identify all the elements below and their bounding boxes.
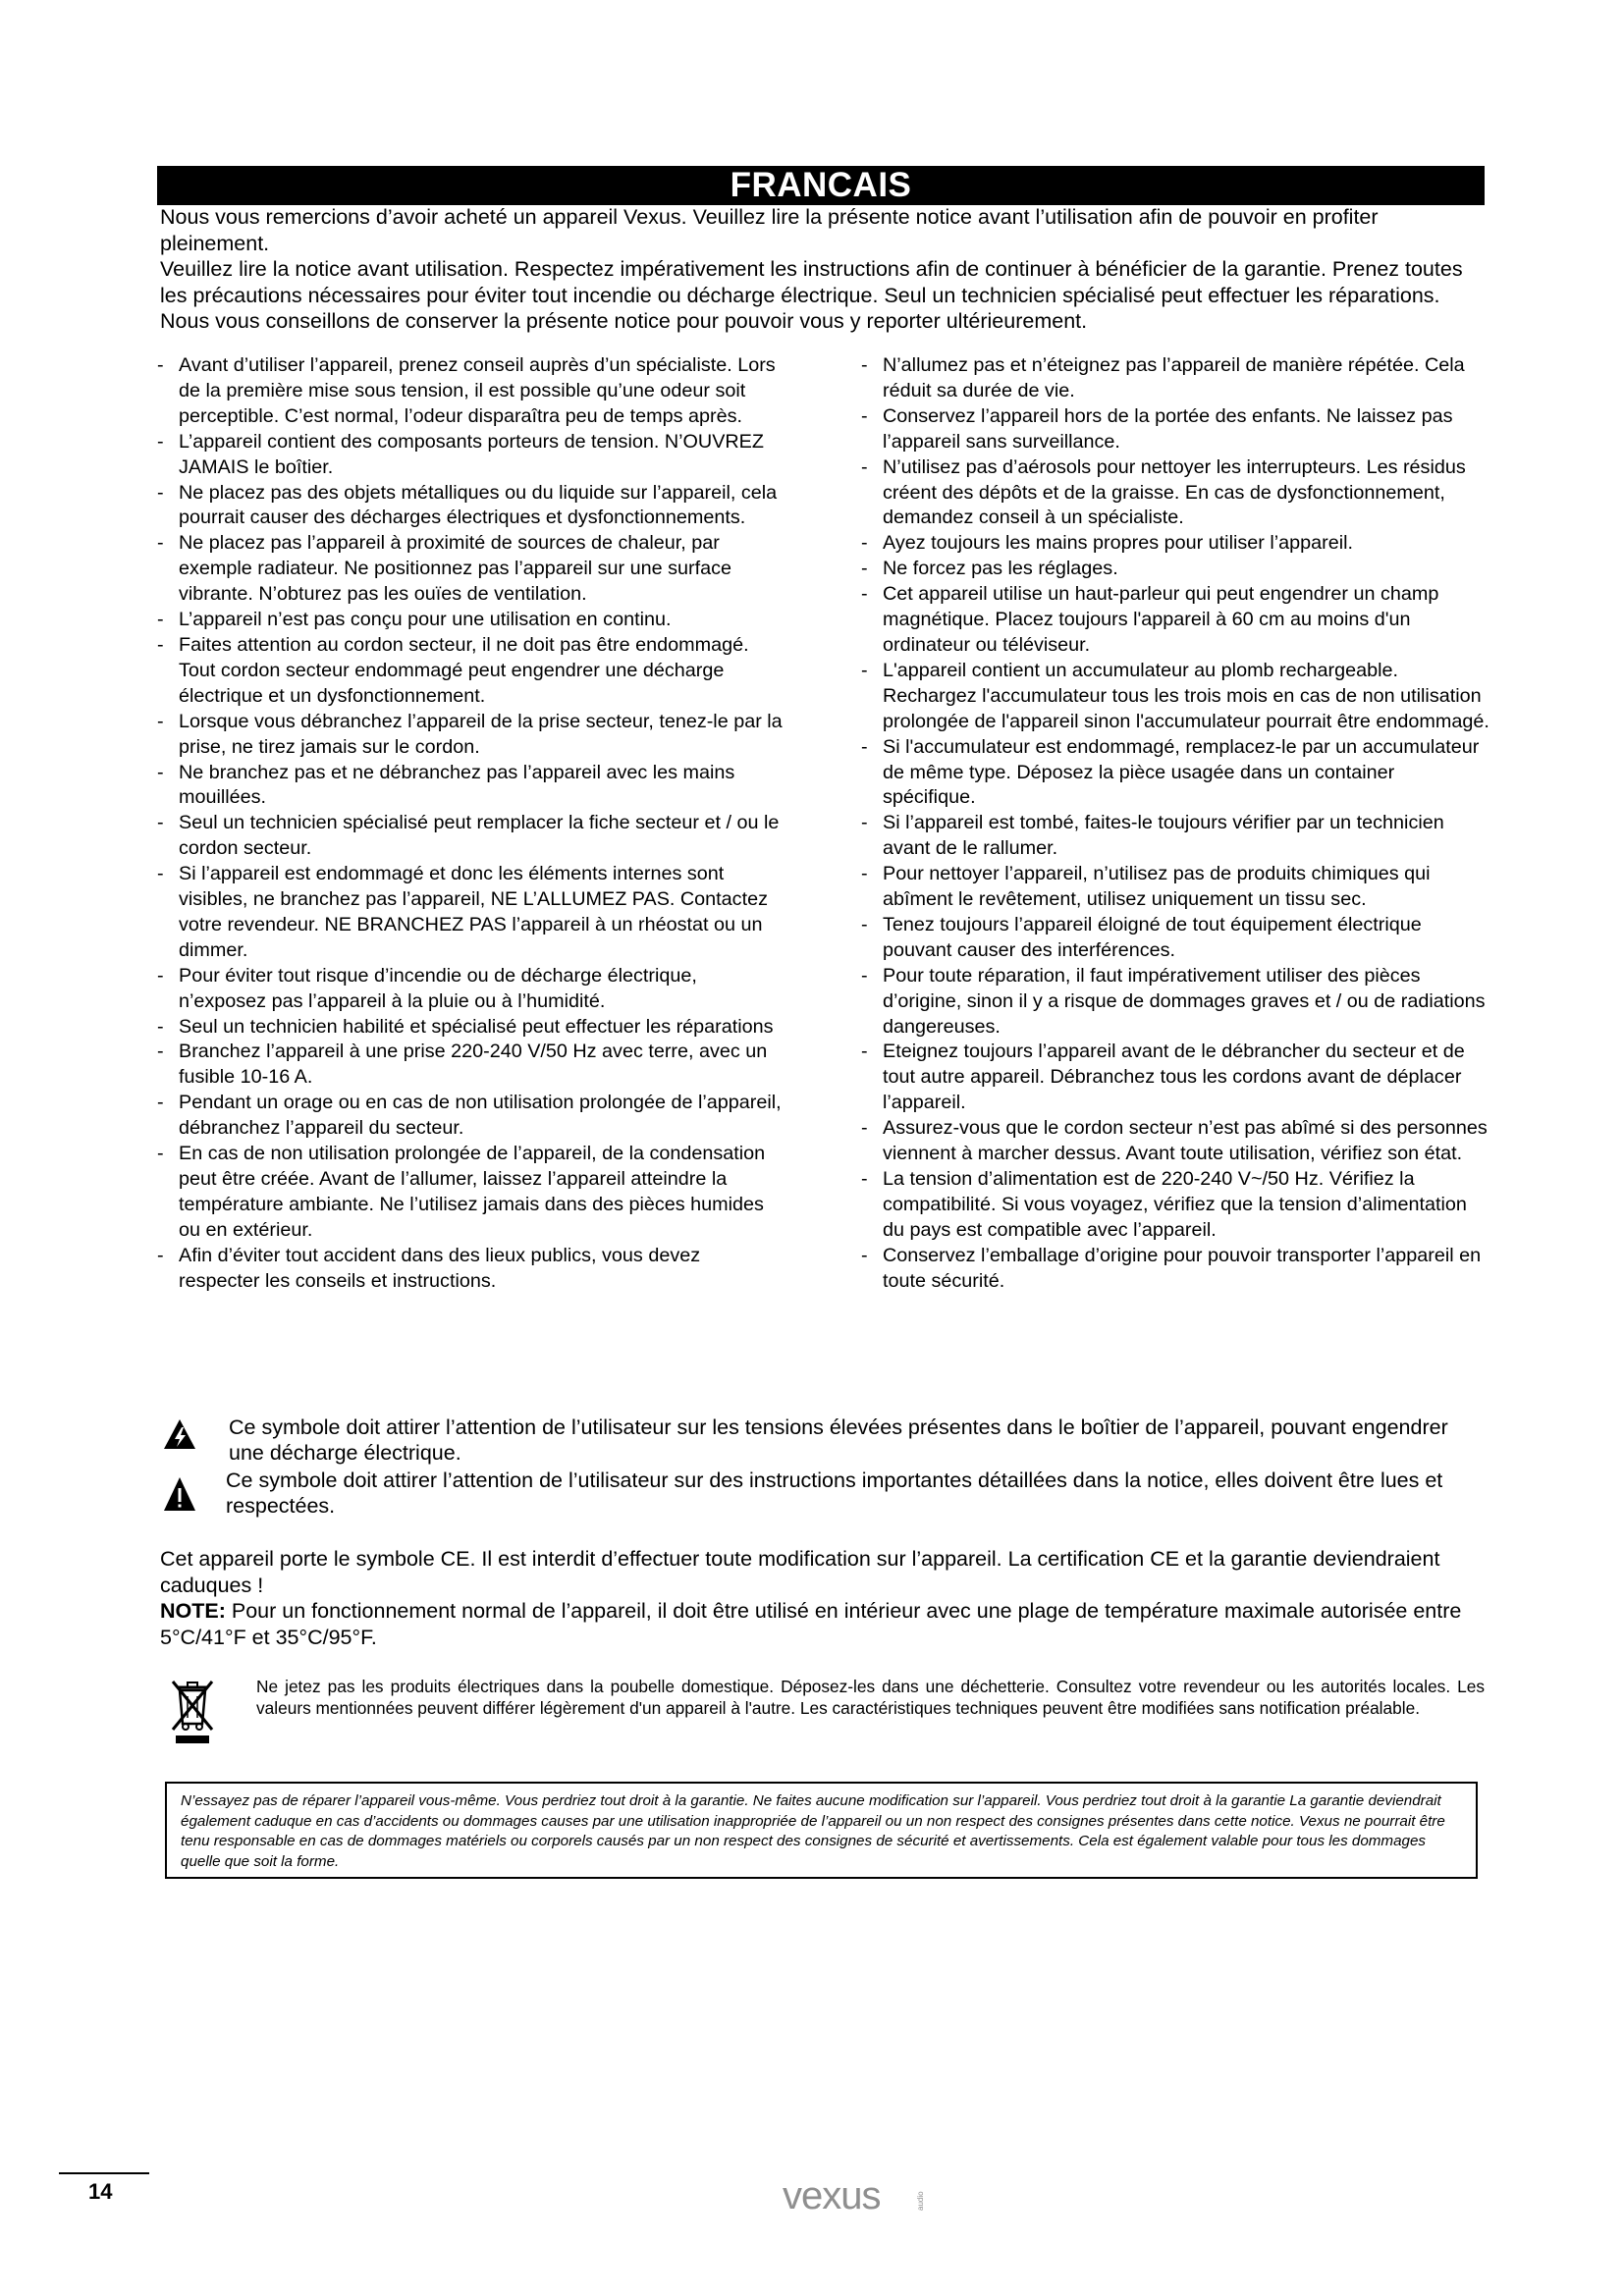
list-item: - Ne placez pas des objets métalliques ou du liquide sur l’appareil, cela pourrait causer des décharges électriques et dysfonctionnements. [157, 481, 785, 532]
section-title-bar [157, 166, 1485, 205]
list-item: - N’utilisez pas d’aérosols pour nettoyer les interrupteurs. Les résidus créent des dépôts et de la graisse. En cas de dysfonctionnement, demandez conseil à un spécialiste. [861, 455, 1489, 532]
page-number: 14 [88, 2179, 113, 2204]
list-item: - Cet appareil utilise un haut-parleur qui peut engendrer un champ magnétique. Placez toujours l'appareil à 60 cm au moins d'un ordinateur ou téléviseur. [861, 582, 1489, 659]
disclaimer-box [165, 1782, 1478, 1879]
ce-text: Cet appareil porte le symbole CE. Il est interdit d’effectuer toute modification sur l’appareil. La certification CE et la garantie deviendraient caduques ! [160, 1547, 1440, 1597]
list-item: - Conservez l’appareil hors de la portée des enfants. Ne laissez pas l’appareil sans surveillance. [861, 404, 1489, 455]
list-item: - Lorsque vous débranchez l’appareil de la prise secteur, tenez-le par la prise, ne tirez jamais sur le cordon. [157, 710, 785, 761]
list-item: - Tenez toujours l’appareil éloigné de tout équipement électrique pouvant causer des interférences. [861, 913, 1489, 964]
list-item: - N’allumez pas et n’éteignez pas l’appareil de manière répétée. Cela réduit sa durée de vie. [861, 353, 1489, 404]
list-item: - Ne forcez pas les réglages. [861, 557, 1489, 582]
high-voltage-icon [163, 1418, 196, 1450]
intro-section [160, 204, 1486, 335]
vexus-logo [783, 2171, 930, 2220]
list-item: - Avant d’utiliser l’appareil, prenez conseil auprès d’un spécialiste. Lors de la première mise sous tension, il est possible qu’une odeur soit perceptible. C’est normal, l’odeur disparaîtra peu de temps après. [157, 353, 785, 430]
note-paragraph [160, 1598, 1486, 1650]
weee-text: Ne jetez pas les produits électriques dans la poubelle domestique. Déposez-les dans une déchetterie. Consultez votre revendeur ou les autorités locales. Les valeurs mentionnées peuvent différer légèrement d'un appareil à l'autre. Les caractéristiques techniques peuvent être modifiées sans notification préalable. [256, 1677, 1485, 1718]
list-item: - Pendant un orage ou en cas de non utilisation prolongée de l’appareil, débranchez l’appareil du secteur. [157, 1091, 785, 1142]
list-item: - Conservez l’emballage d’origine pour pouvoir transporter l’appareil en toute sécurité. [861, 1244, 1489, 1295]
note-label: NOTE: [160, 1599, 226, 1623]
list-item: - Faites attention au cordon secteur, il ne doit pas être endommagé. Tout cordon secteur endommagé peut engendrer une décharge électrique et un dysfonctionnement. [157, 633, 785, 710]
list-item: - Ne branchez pas et ne débranchez pas l’appareil avec les mains mouillées. [157, 761, 785, 812]
list-item: - L'appareil contient un accumulateur au plomb rechargeable. Rechargez l'accumulateur tous les trois mois en cas de non utilisation prolongée de l'appareil sinon l'accumulateur pourrait être endommagé. [861, 659, 1489, 735]
list-item: - Afin d’éviter tout accident dans des lieux publics, vous devez respecter les conseils et instructions. [157, 1244, 785, 1295]
exclamation-warning-icon [163, 1476, 196, 1512]
list-item: - Seul un technicien spécialisé peut remplacer la fiche secteur et / ou le cordon secteur. [157, 811, 785, 862]
list-item: - Pour nettoyer l’appareil, n’utilisez pas de produits chimiques qui abîment le revêtement, utilisez uniquement un tissu sec. [861, 862, 1489, 913]
list-item: - Si l’appareil est tombé, faites-le toujours vérifier par un technicien avant de le rallumer. [861, 811, 1489, 862]
safety-list-right [861, 353, 1489, 1295]
list-item: - Ayez toujours les mains propres pour utiliser l’appareil. [861, 531, 1489, 557]
list-item: - Branchez l’appareil à une prise 220-240 V/50 Hz avec terre, avec un fusible 10-16 A. [157, 1040, 785, 1091]
list-item: - Si l'accumulateur est endommagé, remplacez-le par un accumulateur de même type. Déposez la pièce usagée dans un container spécifique. [861, 735, 1489, 812]
warning-instructions-text: Ce symbole doit attirer l’attention de l’utilisateur sur des instructions importantes détaillées dans la notice, elles doivent être lues et respectées. [226, 1468, 1443, 1518]
intro-paragraph: Veuillez lire la notice avant utilisation. Respectez impérativement les instructions afin de continuer à bénéficier de la garantie. Prenez toutes les précautions nécessaires pour éviter tout incendie ou décharge électrique. Seul un technicien spécialisé peut effectuer les réparations. Nous vous conseillons de conserver la présente notice pour pouvoir vous y reporter ultérieurement. [160, 257, 1463, 333]
logo-subtext: audio [916, 2191, 925, 2211]
list-item: - Pour éviter tout risque d’incendie ou de décharge électrique, n’exposez pas l’appareil à la pluie ou à l’humidité. [157, 964, 785, 1015]
list-item: - L’appareil n’est pas conçu pour une utilisation en continu. [157, 608, 785, 633]
weee-bin-icon [170, 1679, 215, 1745]
list-item: - Assurez-vous que le cordon secteur n’est pas abîmé si des personnes viennent à marcher dessus. Avant toute utilisation, vérifiez son état. [861, 1116, 1489, 1167]
section-title: FRANCAIS [730, 166, 912, 204]
list-item: - La tension d’alimentation est de 220-240 V~/50 Hz. Vérifiez la compatibilité. Si vous voyagez, vérifiez que la tension d’alimentation du pays est compatible avec l’appareil. [861, 1167, 1489, 1244]
logo-text: vexus [783, 2174, 881, 2217]
warning-voltage-text: Ce symbole doit attirer l’attention de l’utilisateur sur les tensions élevées présentes dans le boîtier de l’appareil, pouvant engendrer une décharge électrique. [229, 1415, 1448, 1465]
intro-paragraph: Nous vous remercions d’avoir acheté un appareil Vexus. Veuillez lire la présente notice avant l’utilisation afin de pouvoir en profiter pleinement. [160, 205, 1379, 255]
list-item: - Seul un technicien habilité et spécialisé peut effectuer les réparations [157, 1015, 785, 1041]
ce-section [160, 1546, 1486, 1650]
list-item: - Si l’appareil est endommagé et donc les éléments internes sont visibles, ne branchez pas l’appareil, NE L’ALLUMEZ PAS. Contactez votre revendeur. NE BRANCHEZ PAS l’appareil à un rhéostat ou un dimmer. [157, 862, 785, 964]
list-item: - Ne placez pas l’appareil à proximité de sources de chaleur, par exemple radiateur. Ne positionnez pas l’appareil sur une surface vibrante. N’obturez pas les ouïes de ventilation. [157, 531, 785, 608]
list-item: - Pour toute réparation, il faut impérativement utiliser des pièces d’origine, sinon il y a risque de dommages graves et / ou de radiations dangereuses. [861, 964, 1489, 1041]
list-item: - L’appareil contient des composants porteurs de tension. N’OUVREZ JAMAIS le boîtier. [157, 430, 785, 481]
list-item: - Eteignez toujours l’appareil avant de le débrancher du secteur et de tout autre appareil. Débranchez tous les cordons avant de déplacer l’appareil. [861, 1040, 1489, 1116]
note-text: Pour un fonctionnement normal de l’appareil, il doit être utilisé en intérieur avec une plage de température maximale autorisée entre 5°C/41°F et 35°C/95°F. [160, 1599, 1462, 1649]
footer-rule [59, 2172, 149, 2174]
safety-list-left [157, 353, 785, 1295]
list-item: - En cas de non utilisation prolongée de l’appareil, de la condensation peut être créée. Avant de l’allumer, laissez l’appareil atteindre la température ambiante. Ne l’utilisez jamais dans des pièces humides ou en extérieur. [157, 1142, 785, 1244]
disclaimer-text: N’essayez pas de réparer l’appareil vous-même. Vous perdriez tout droit à la garantie. Ne faites aucune modification sur l’appareil. Vous perdriez tout droit à la garantie La garantie deviendrait également caduque en cas d’accidents ou dommages causes par une utilisation inappropriée de l’appareil ou un non respect des consignes présentes dans cette notice. Vexus ne pourrait être tenu responsable en cas de dommages matériels ou corporels causés par un non respect des consignes de sécurité et avertissements. Cela est également valable pour tous les dommages quelle que soit la forme. [181, 1792, 1445, 1870]
